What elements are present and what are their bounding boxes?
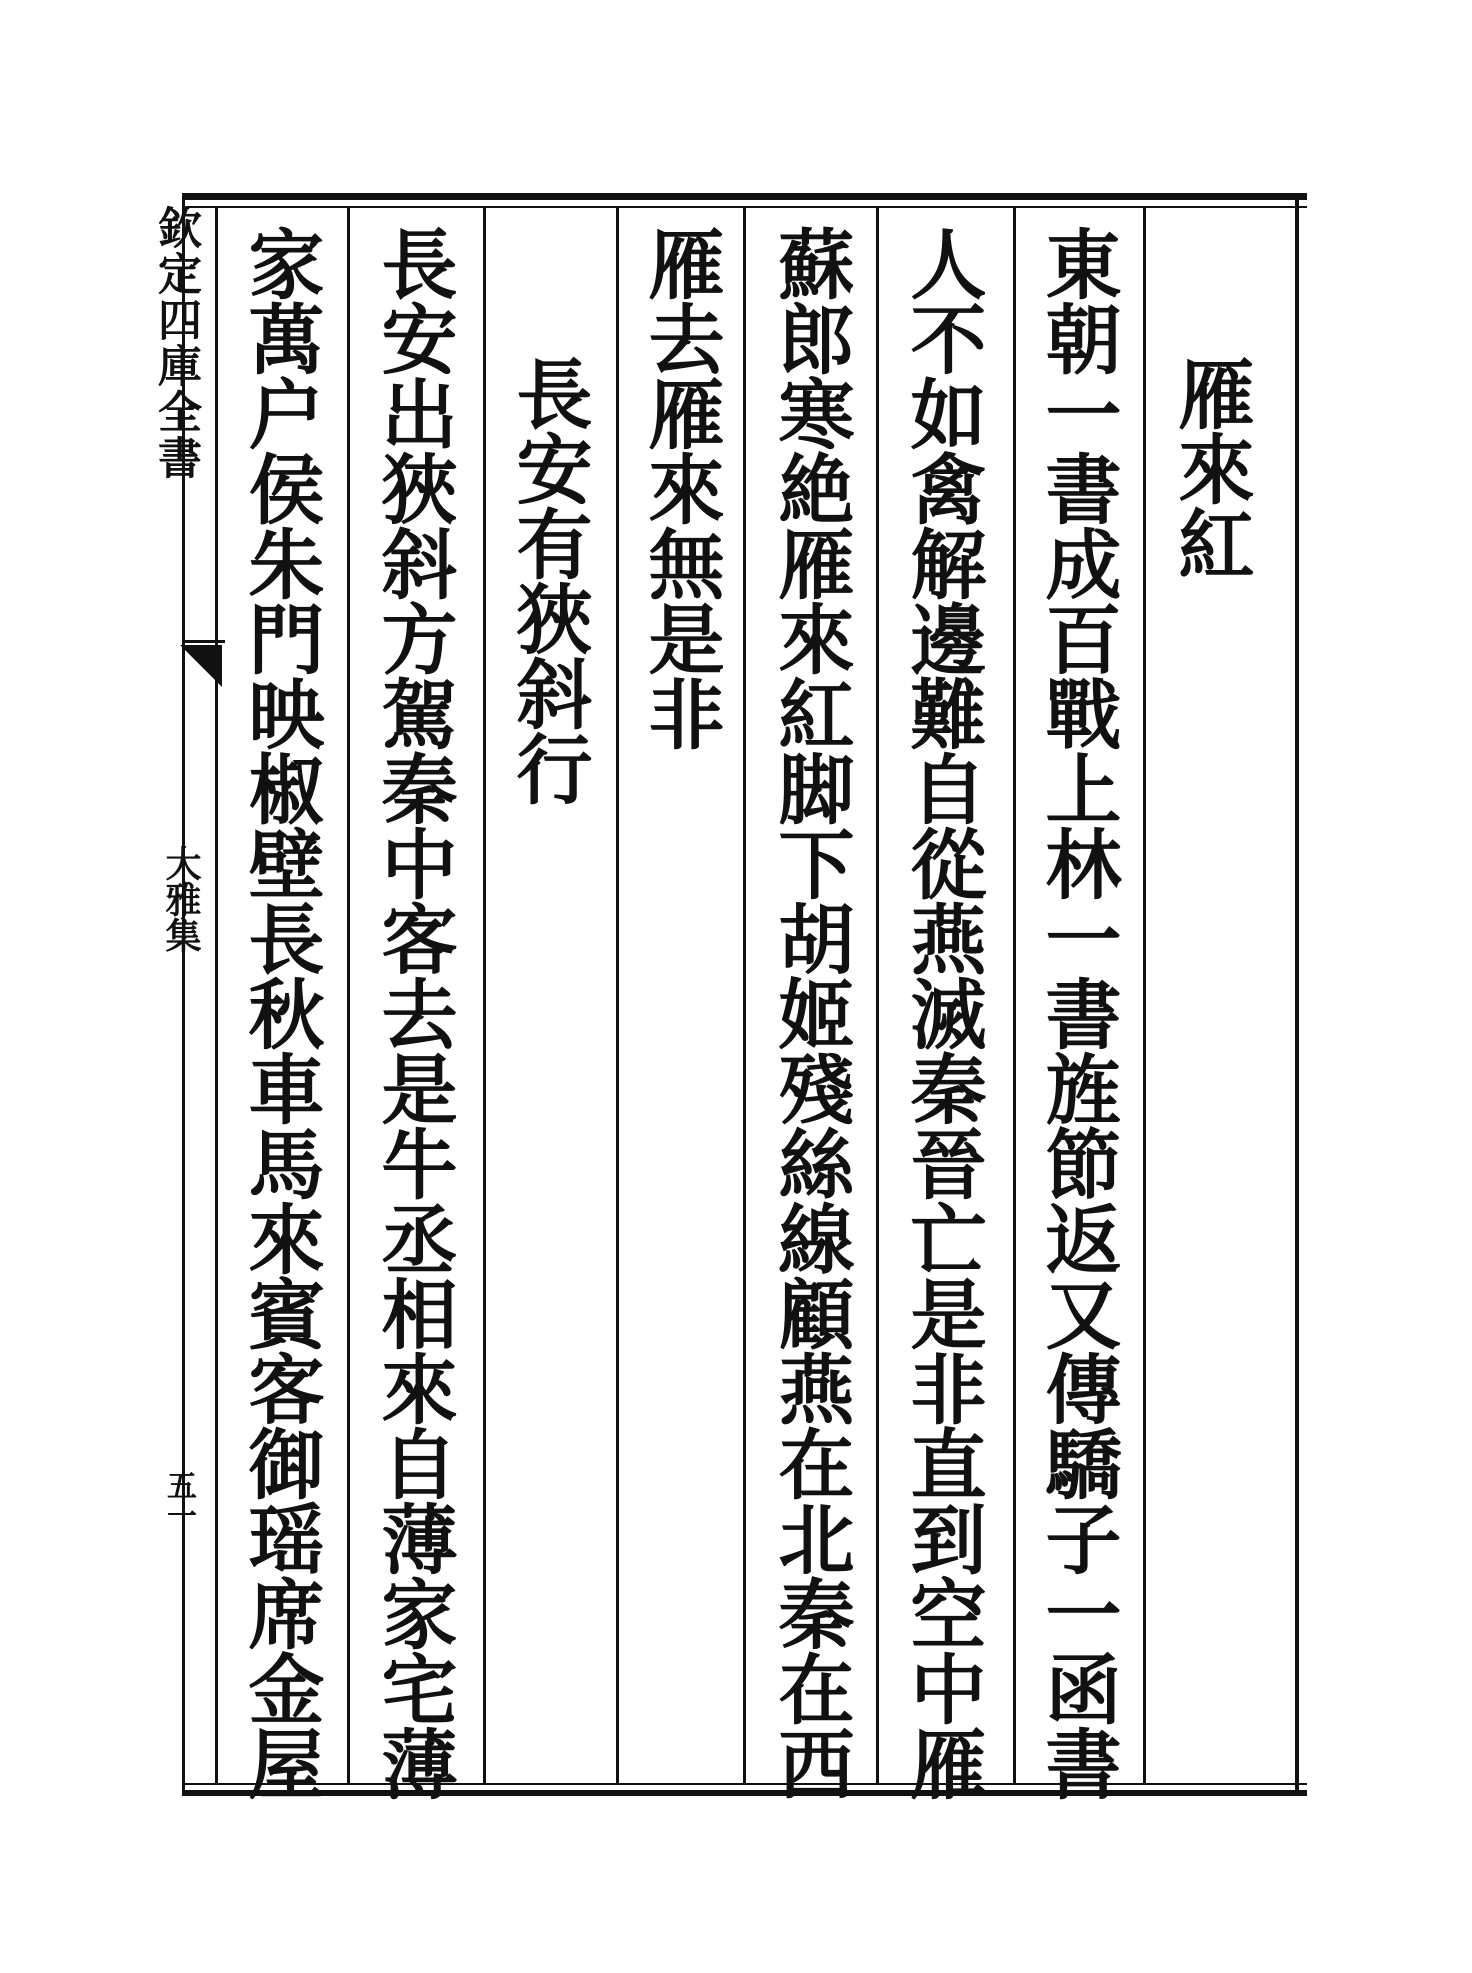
page-number: 五一 — [161, 1470, 196, 1530]
text-column: 東朝一書成百戰上林一書旌節返又傳驕子一函書 — [1033, 225, 1122, 1800]
text-column: 家萬户侯朱門映椒壁長秋車馬來賓客御瑶席金屋 — [236, 225, 325, 1800]
text-column: 雁去雁來無是非 — [636, 225, 725, 750]
poem-title: 雁來紅 — [1166, 355, 1255, 580]
book-title-margin: 欽定四庫全書 — [150, 205, 201, 481]
column-divider — [1013, 208, 1016, 1785]
text-column: 人不如禽解邊難自從燕滅秦晉亡是非直到空中雁 — [898, 225, 987, 1800]
column-divider — [1143, 208, 1146, 1785]
text-column: 蘇郎寒絶雁來紅脚下胡姬殘絲線顧燕在北秦在西 — [766, 225, 855, 1800]
right-border-rule — [1295, 200, 1299, 1790]
column-divider — [876, 208, 879, 1785]
poem-title: 長安有狹斜行 — [504, 355, 593, 805]
fish-tail-mark — [180, 645, 222, 687]
fish-tail-line — [185, 640, 225, 643]
column-divider — [483, 208, 486, 1785]
text-column: 長安出狹斜方駕秦中客去是牛丞相來自薄家宅薄 — [369, 225, 458, 1800]
bottom-border-rule — [182, 1790, 1307, 1796]
column-divider — [215, 208, 218, 1785]
column-divider — [743, 208, 746, 1785]
column-divider — [347, 208, 350, 1785]
collection-title-margin: 大雅集 — [160, 845, 202, 953]
column-divider — [616, 208, 619, 1785]
top-border-rule — [182, 193, 1307, 200]
